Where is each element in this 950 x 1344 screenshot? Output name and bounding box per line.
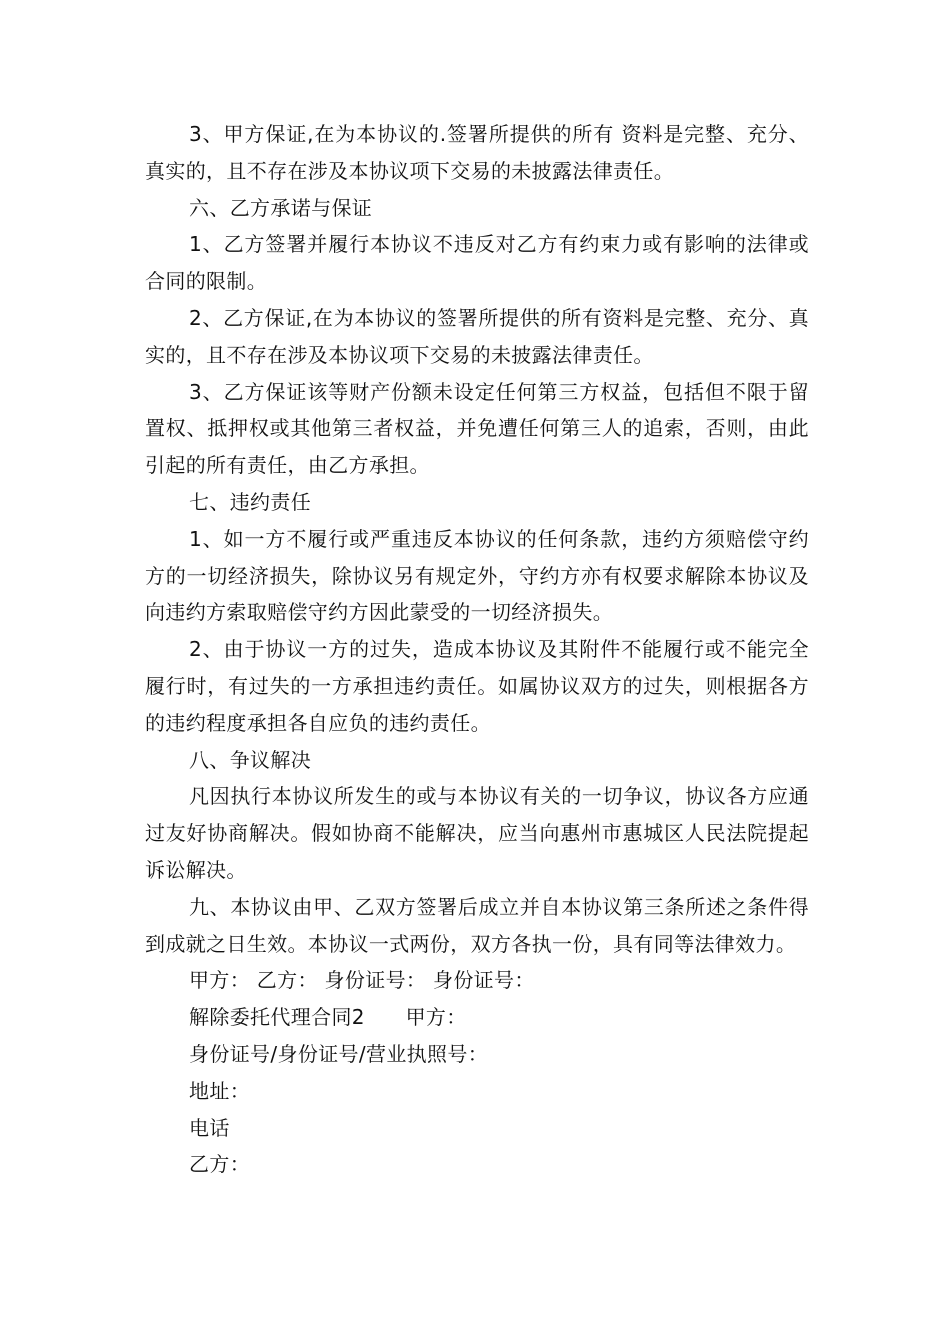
contract-title-line: 解除委托代理合同2 甲方：: [189, 1005, 467, 1030]
phone-line: 电话: [189, 1115, 230, 1140]
signature-line: 甲方： 乙方： 身份证号： 身份证号：: [189, 968, 535, 993]
clause-paragraph: 2、乙方保证,在为本协议的签署所提供的所有资料是完整、充分、真实的，且不存在涉及本协议项下交易的未披露法律责任。: [145, 305, 809, 367]
clause-paragraph: 3、甲方保证,在为本协议的.签署所提供的所有 资料是完整、充分、真实的，且不存在涉及本协议项下交易的未披露法律责任。: [145, 122, 809, 183]
section-heading: 七、违约责任: [189, 489, 312, 514]
clause-paragraph: 1、如一方不履行或严重违反本协议的任何条款，违约方须赔偿守约方的一切经济损失，除协议另有规定外，守约方亦有权要求解除本协议及向违约方索取赔偿守约方因此蒙受的一切经济损失。: [145, 526, 809, 625]
address-line: 地址：: [189, 1078, 251, 1103]
clause-paragraph: 九、本协议由甲、乙双方签署后成立并自本协议第三条所述之条件得到成就之日生效。本协议一式两份，双方各执一份，具有同等法律效力。: [145, 894, 809, 956]
clause-paragraph: 凡因执行本协议所发生的或与本协议有关的一切争议，协议各方应通过友好协商解决。假如协商不能解决，应当向惠州市惠城区人民法院提起诉讼解决。: [145, 784, 809, 882]
party-b-line: 乙方：: [189, 1152, 251, 1177]
section-heading: 六、乙方承诺与保证: [189, 195, 373, 220]
clause-paragraph: 1、乙方签署并履行本协议不违反对乙方有约束力或有影响的法律或合同的限制。: [145, 232, 809, 294]
id-number-line: 身份证号/身份证号/营业执照号：: [189, 1041, 489, 1066]
section-heading: 八、争议解决: [189, 747, 312, 772]
document-body: [145, 116, 809, 1183]
clause-paragraph: 3、乙方保证该等财产份额未设定任何第三方权益，包括但不限于留置权、抵押权或其他第三者权益，并免遭任何第三人的追索，否则，由此引起的所有责任，由乙方承担。: [145, 379, 809, 478]
clause-paragraph: 2、由于协议一方的过失，造成本协议及其附件不能履行或不能完全履行时，有过失的一方承担违约责任。如属协议双方的过失，则根据各方的违约程度承担各自应负的违约责任。: [145, 637, 809, 735]
